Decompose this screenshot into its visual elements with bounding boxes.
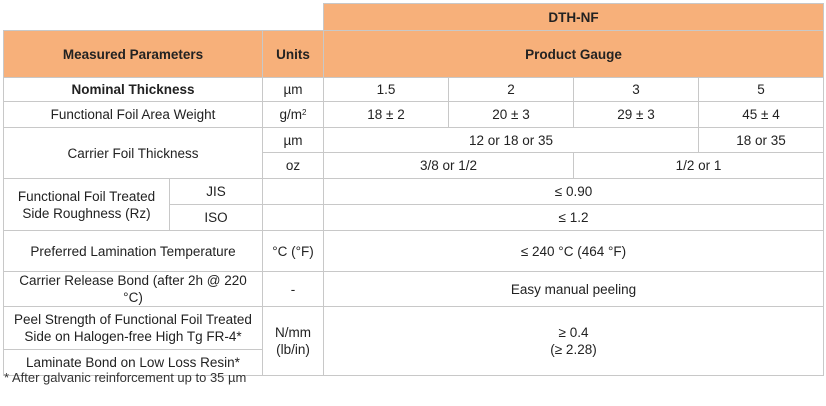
units-header: Units [263,31,324,78]
carrier-thickness-unit-oz: oz [263,153,324,179]
roughness-jis-unit [263,179,324,205]
area-weight-label: Functional Foil Area Weight [4,102,263,128]
area-weight-unit-exponent: 2 [302,108,307,117]
release-bond-label: Carrier Release Bond (after 2h @ 220 °C) [4,272,263,307]
carrier-thickness-oz-b: 1/2 or 1 [574,153,824,179]
roughness-iso-unit [263,205,324,231]
nominal-thickness-label: Nominal Thickness [4,78,263,102]
laminate-bond-label: Laminate Bond on Low Loss Resin* [4,350,263,376]
peel-strength-label: Peel Strength of Functional Foil Treated Side on Halogen-free High Tg FR-4* [4,307,263,350]
nominal-thickness-unit: µm [263,78,324,102]
release-bond-unit: - [263,272,324,307]
carrier-thickness-unit-um: µm [263,128,324,153]
footnote: * After galvanic reinforcement up to 35 µm [4,370,247,385]
lamination-temp-value: ≤ 240 °C (464 °F) [324,231,824,272]
header-blank-cell [4,4,324,31]
peel-strength-value-main: ≥ 0.4 [558,325,589,340]
carrier-thickness-label: Carrier Foil Thickness [4,128,263,179]
peel-strength-value [324,307,824,376]
carrier-thickness-um-a: 12 or 18 or 35 [324,128,699,153]
peel-strength-unit: N/mm (lb/in) [263,307,324,376]
carrier-thickness-um-b: 18 or 35 [699,128,824,153]
roughness-label: Functional Foil Treated Side Roughness (Rz) [4,179,170,231]
lamination-temp-label: Preferred Lamination Temperature [4,231,263,272]
area-weight-value: 45 ± 4 [699,102,824,128]
carrier-thickness-oz-a: 3/8 or 1/2 [324,153,574,179]
area-weight-unit-base: g/m [279,107,303,122]
gauge-value: 2 [449,78,574,102]
area-weight-value: 20 ± 3 [449,102,574,128]
peel-strength-value-alt: (≥ 2.28) [550,342,597,357]
product-gauge-header: Product Gauge [324,31,824,78]
measured-parameters-header: Measured Parameters [4,31,263,78]
roughness-jis-label: JIS [170,179,263,205]
gauge-value: 1.5 [324,78,449,102]
release-bond-value: Easy manual peeling [324,272,824,307]
area-weight-value: 29 ± 3 [574,102,699,128]
gauge-value: 3 [574,78,699,102]
roughness-iso-label: ISO [170,205,263,231]
area-weight-value: 18 ± 2 [324,102,449,128]
specification-table [3,3,824,376]
gauge-value: 5 [699,78,824,102]
roughness-iso-value: ≤ 1.2 [324,205,824,231]
roughness-jis-value: ≤ 0.90 [324,179,824,205]
lamination-temp-unit: °C (°F) [263,231,324,272]
area-weight-unit [263,102,324,128]
product-name-header: DTH-NF [324,4,824,31]
